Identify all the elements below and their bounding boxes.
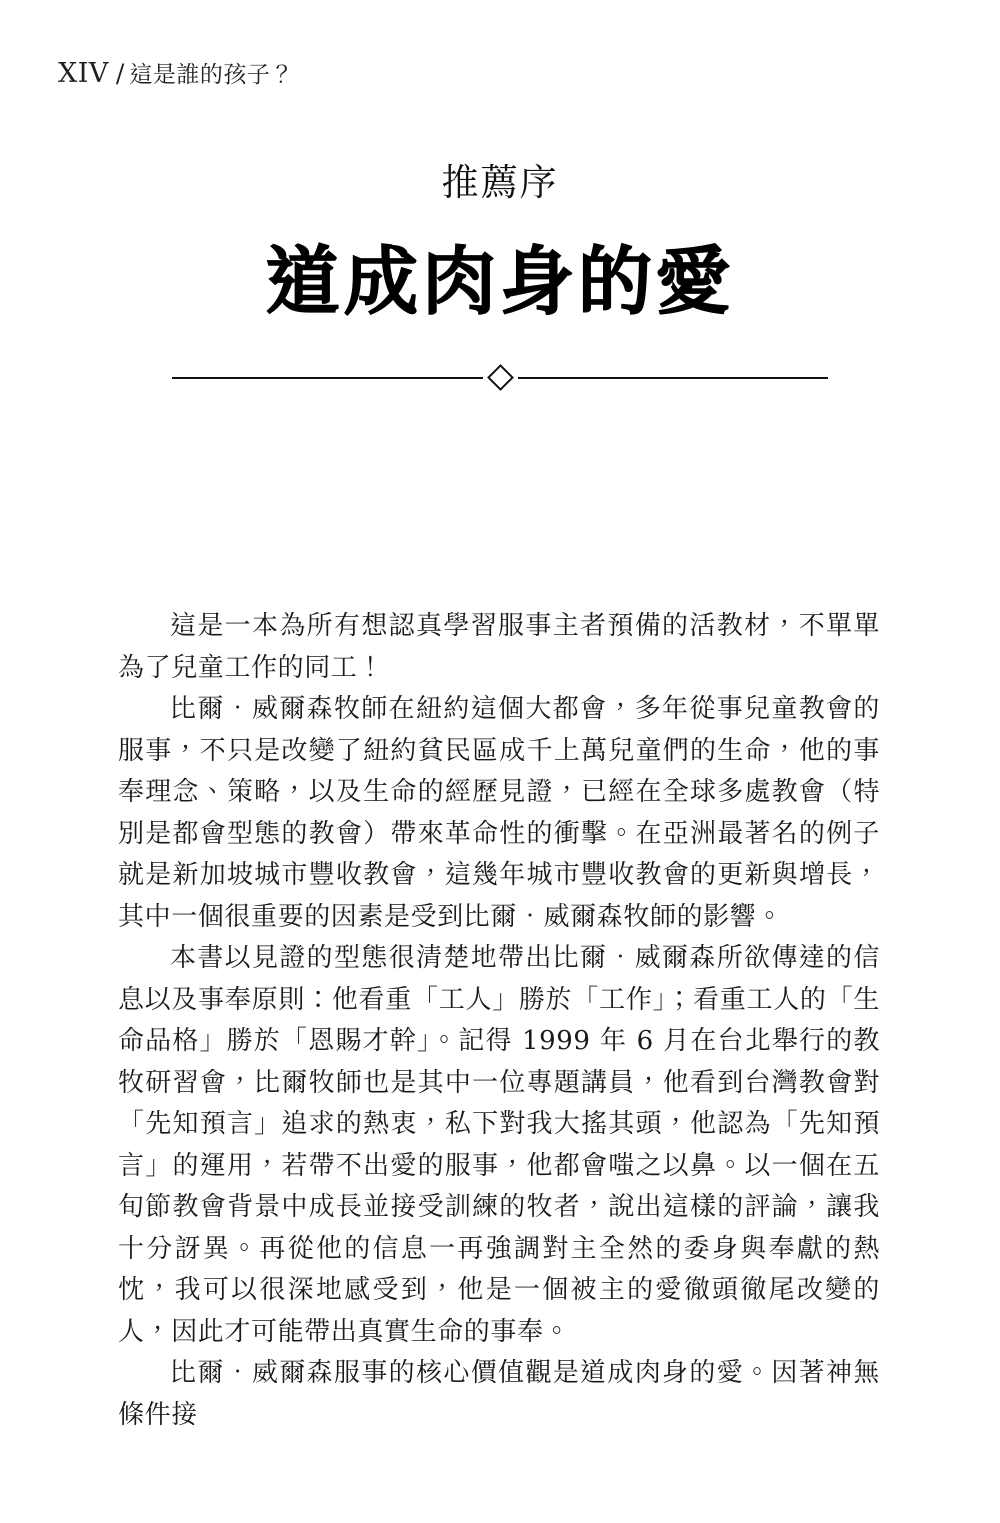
body-paragraph: 這是一本為所有想認真學習服事主者預備的活教材，不單單為了兒童工作的同工！ xyxy=(118,611,880,683)
running-header xyxy=(58,60,294,87)
section-kicker: 推薦序 xyxy=(441,161,559,204)
body-paragraph: 比爾‧威爾森牧師在紐約這個大都會，多年從事兒童教會的服事，不只是改變了紐約貧民區成千上萬兒童們的生命，他的事奉理念、策略，以及生命的經歷見證，已經在全球多處教會（特別是都會型態的教會）帶來革命性的衝擊。在亞洲最著名的例子就是新加坡城市豐收教會，這幾年城市豐收教會的更新與增長，其中一個很重要的因素是受到比爾‧威爾森牧師的影響。 xyxy=(118,694,880,932)
page-title: 道成肉身的愛 xyxy=(266,239,734,326)
title-block xyxy=(0,160,1000,327)
body-paragraph: 比爾‧威爾森服事的核心價值觀是道成肉身的愛。因著神無條件接 xyxy=(118,1358,880,1430)
ornamental-divider xyxy=(172,368,828,387)
body-paragraph: 本書以見證的型態很清楚地帶出比爾‧威爾森所欲傳達的信息以及事奉原則：他看重「工人」勝於「工作」；看重工人的「生命品格」勝於「恩賜才幹」。記得 1999 年 6 月在台北舉行的教牧研習會，比爾牧師也是其中一位專題講員，他看到台灣教會對「先知預言」追求的熱衷，私下對我大搖其頭，他認為「先知預言」的運用，若帶不出愛的服事，他都會嗤之以鼻。以一個在五旬節教會背景中成長並接受訓練的牧者，說出這樣的評論，讓我十分訝異。再從他的信息一再強調對主全然的委身與奉獻的熱忱，我可以很深地感受到，他是一個被主的愛徹頭徹尾改變的人，因此才可能帶出真實生命的事奉。 xyxy=(118,943,880,1347)
page-folio-number: XIV xyxy=(58,58,109,89)
header-separator: / xyxy=(115,59,125,88)
divider-rule-left xyxy=(172,377,483,379)
body-text xyxy=(118,606,880,1436)
diamond-icon xyxy=(487,364,514,391)
divider-rule-right xyxy=(518,377,829,379)
running-header-book-title: 這是誰的孩子？ xyxy=(129,62,294,88)
